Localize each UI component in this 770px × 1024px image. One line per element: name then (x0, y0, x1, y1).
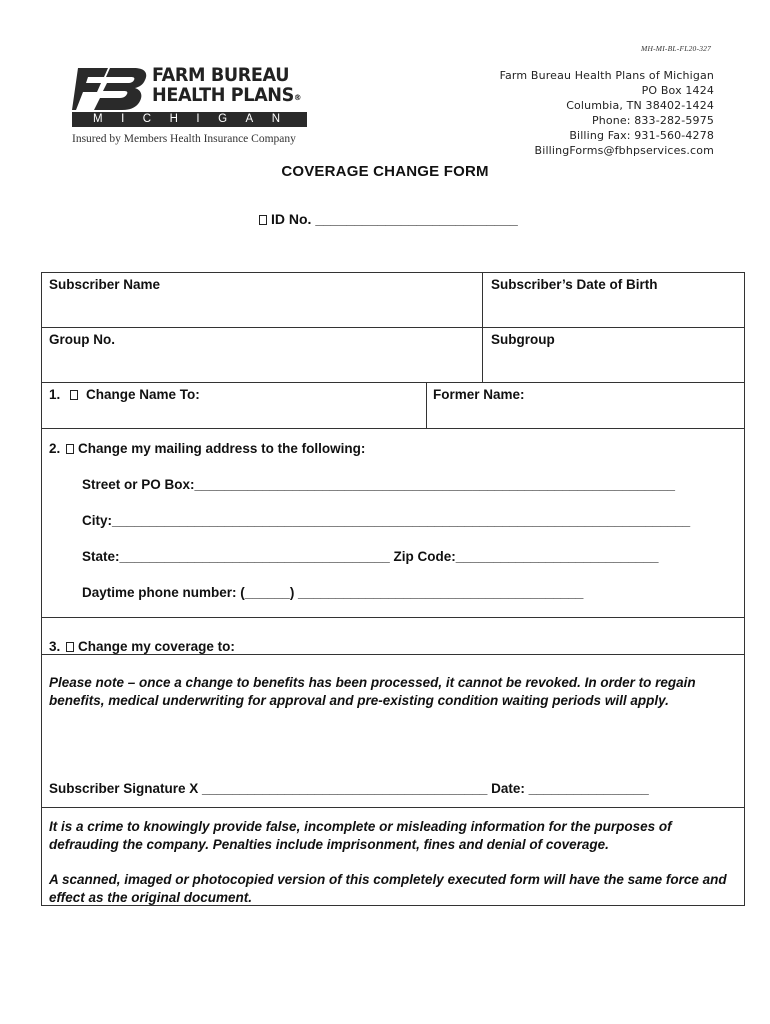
crime-notice: It is a crime to knowingly provide false, incomplete or misleading information for the purposes of defrauding the company. Penalties include imprisonment, fines and denial of coverage. (49, 819, 672, 852)
page-title: COVERAGE CHANGE FORM (281, 163, 489, 180)
change-coverage-checkbox[interactable] (66, 642, 74, 652)
row-divider (42, 382, 744, 383)
change-coverage-number: 3. (49, 639, 61, 654)
id-checkbox[interactable] (259, 215, 267, 225)
change-coverage-label: Change my coverage to: (78, 639, 235, 654)
address-fax: Billing Fax: 931-560-4278 (569, 129, 714, 142)
change-name-field[interactable] (49, 387, 200, 402)
logo-tagline: Insured by Members Health Insurance Company (72, 133, 296, 145)
subgroup-field[interactable]: Subgroup (491, 332, 555, 347)
change-coverage-option[interactable] (49, 639, 235, 654)
fb-logo-mark-icon (72, 68, 148, 110)
change-address-label: Change my mailing address to the following: (78, 441, 366, 456)
coverage-change-form (41, 272, 745, 906)
change-address-option[interactable] (49, 441, 365, 456)
copy-notice: A scanned, imaged or photocopied version of this completely executed form will have the same force and effect as the original document. (49, 872, 727, 905)
address-city: Columbia, TN 38402-1424 (566, 99, 714, 112)
change-name-checkbox[interactable] (70, 390, 78, 400)
subscriber-name-field[interactable]: Subscriber Name (49, 277, 161, 292)
row-divider (42, 617, 744, 618)
id-number-line[interactable] (259, 211, 518, 227)
row-divider (42, 327, 744, 328)
logo-text-line1: FARM BUREAU (152, 65, 290, 86)
daytime-phone-field[interactable]: Daytime phone number: (______) ______________________________________ (82, 585, 584, 600)
logo-text-line2 (152, 86, 301, 106)
column-divider (482, 273, 483, 382)
row-divider (42, 807, 744, 808)
group-no-field[interactable]: Group No. (49, 332, 115, 347)
city-field[interactable]: City:_____________________________________________________________________________ (82, 513, 691, 528)
change-address-number: 2. (49, 441, 61, 456)
change-name-number: 1. (49, 387, 61, 402)
state-zip-field[interactable]: State:____________________________________ Zip Code:___________________________ (82, 549, 659, 564)
street-field[interactable]: Street or PO Box:________________________________________________________________ (82, 477, 676, 492)
column-divider (426, 382, 427, 428)
change-address-checkbox[interactable] (66, 444, 74, 454)
subscriber-dob-field[interactable]: Subscriber’s Date of Birth (491, 277, 658, 292)
benefits-note: Please note – once a change to benefits has been processed, it cannot be revoked. In order to regain benefits, medical underwriting for approval and pre-existing condition waiting periods will apply. (49, 675, 696, 708)
signature-field[interactable]: Subscriber Signature X ______________________________________ Date: ________________ (49, 781, 649, 796)
address-phone: Phone: 833-282-5975 (591, 114, 714, 127)
address-po-box: PO Box 1424 (641, 84, 714, 97)
row-divider (42, 428, 744, 429)
company-logo (68, 66, 318, 150)
row-divider (42, 654, 744, 655)
id-number-label: ID No. __________________________ (271, 211, 518, 227)
address-name: Farm Bureau Health Plans of Michigan (499, 69, 714, 82)
address-email: BillingForms@fbhpservices.com (534, 144, 714, 157)
former-name-field[interactable]: Former Name: (433, 387, 525, 402)
logo-text-line2-label: HEALTH PLANS (152, 85, 294, 106)
logo-state-bar: MICHIGAN (72, 112, 307, 127)
company-address (500, 68, 714, 158)
change-name-label: Change Name To: (86, 387, 200, 402)
form-code: MH-MI-BL-FL20-327 (641, 44, 712, 53)
registered-mark: ® (293, 93, 302, 102)
